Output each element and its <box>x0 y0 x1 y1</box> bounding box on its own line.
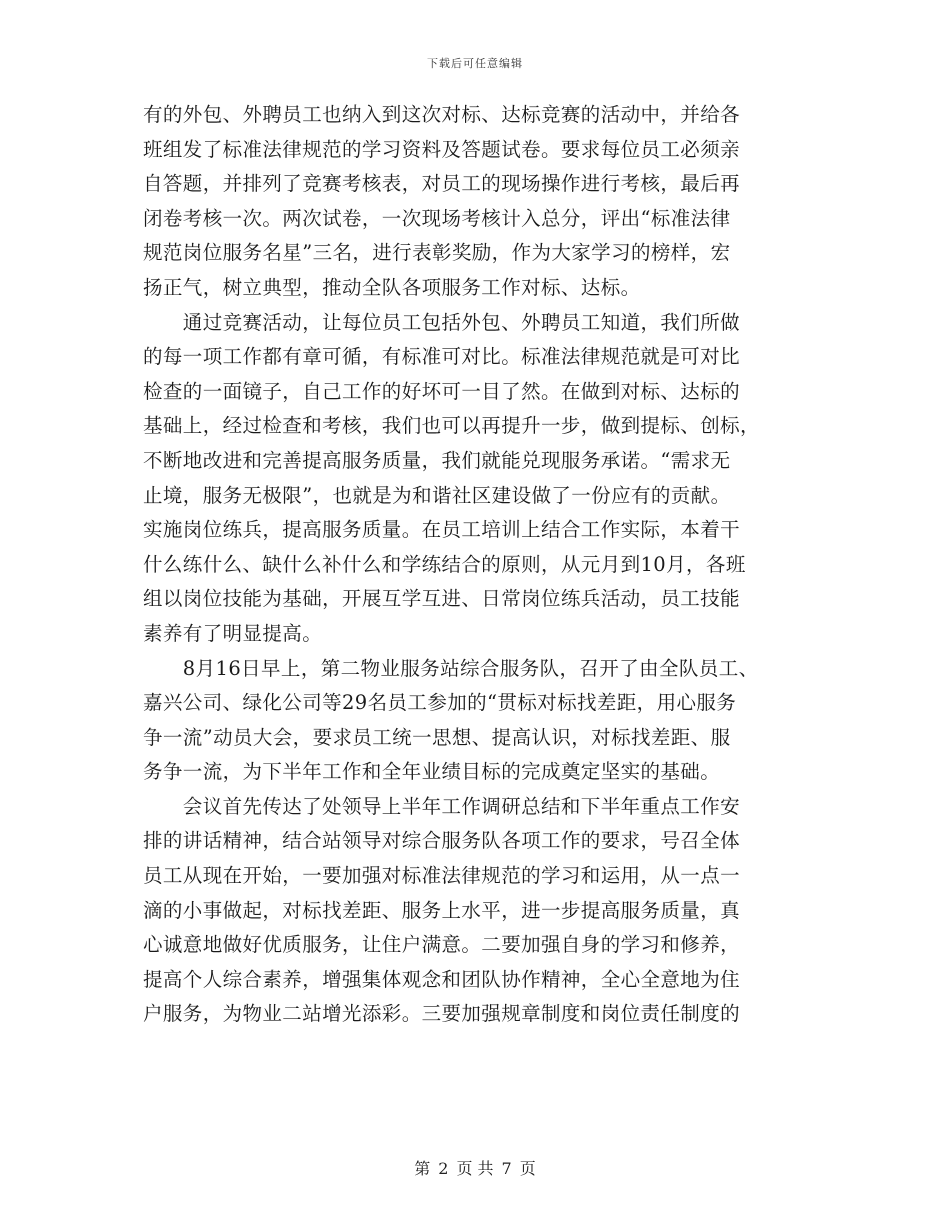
text-line: 滴的小事做起，对标找差距、服务上水平，进一步提高服务质量，真 <box>143 898 741 922</box>
text-line: 检查的一面镜子，自己工作的好坏可一目了然。在做到对标、达标的 <box>143 379 741 403</box>
text-line: 员工从现在开始，一要加强对标准法律规范的学习和运用，从一点一 <box>143 864 741 888</box>
text-line: 不断地改进和完善提高服务质量，我们就能兑现服务承诺。“需求无 <box>143 448 731 472</box>
document-body <box>143 98 808 1032</box>
text-line: 扬正气，树立典型，推动全队各项服务工作对标、达标。 <box>143 275 641 299</box>
footer-middle: 页 共 <box>456 1159 494 1178</box>
text-line: 自答题，并排列了竞赛考核表，对员工的现场操作进行考核，最后再 <box>143 172 741 196</box>
text-line: 什么练什么、缺什么补什么和学练结合的原则，从元月到10月，各班 <box>143 552 746 576</box>
current-page-number: 2 <box>438 1159 449 1178</box>
footer-suffix: 页 <box>519 1159 536 1178</box>
text-line: 8月16日早上，第二物业服务站综合服务队，召开了由全队员工、 <box>143 656 759 680</box>
text-line: 组以岗位技能为基础，开展互学互进、日常岗位练兵活动，员工技能 <box>143 587 741 611</box>
page-header-note: 下载后可任意编辑 <box>427 57 523 70</box>
text-line: 实施岗位练兵，提高服务质量。在员工培训上结合工作实际，本着干 <box>143 518 741 542</box>
text-line: 规范岗位服务名星”三名，进行表彰奖励，作为大家学习的榜样，宏 <box>143 241 731 265</box>
total-page-count: 7 <box>501 1159 512 1178</box>
page-footer <box>0 1156 950 1179</box>
text-line: 务争一流，为下半年工作和全年业绩目标的完成奠定坚实的基础。 <box>143 760 721 784</box>
text-line: 基础上，经过检查和考核，我们也可以再提升一步，做到提标、创标， <box>143 414 760 438</box>
text-line: 班组发了标准法律规范的学习资料及答题试卷。要求每位员工必须亲 <box>143 137 741 161</box>
text-line: 止境，服务无极限”，也就是为和谐社区建设做了一份应有的贡献。 <box>143 483 731 507</box>
text-line: 素养有了明显提高。 <box>143 621 323 645</box>
text-line: 排的讲话精神，结合站领导对综合服务队各项工作的要求，号召全体 <box>143 829 741 853</box>
text-line: 嘉兴公司、绿化公司等29名员工参加的“贯标对标找差距，用心服务 <box>143 691 737 715</box>
text-line: 通过竞赛活动，让每位员工包括外包、外聘员工知道，我们所做 <box>143 310 741 334</box>
text-line: 有的外包、外聘员工也纳入到这次对标、达标竞赛的活动中，并给各 <box>143 103 741 126</box>
text-line: 心诚意地做好优质服务，让住户满意。二要加强自身的学习和修养， <box>143 933 741 957</box>
text-line: 争一流”动员大会，要求员工统一思想、提高认识，对标找差距、服 <box>143 725 731 749</box>
text-line: 会议首先传达了处领导上半年工作调研总结和下半年重点工作安 <box>143 794 741 818</box>
footer-prefix: 第 <box>414 1159 431 1178</box>
text-line: 户服务，为物业二站增光添彩。三要加强规章制度和岗位责任制度的 <box>143 1002 741 1026</box>
text-line: 闭卷考核一次。两次试卷，一次现场考核计入总分，评出“标准法律 <box>143 206 731 230</box>
text-line: 提高个人综合素养，增强集体观念和团队协作精神，全心全意地为住 <box>143 967 741 991</box>
text-line: 的每一项工作都有章可循，有标准可对比。标准法律规范就是可对比 <box>143 345 741 369</box>
